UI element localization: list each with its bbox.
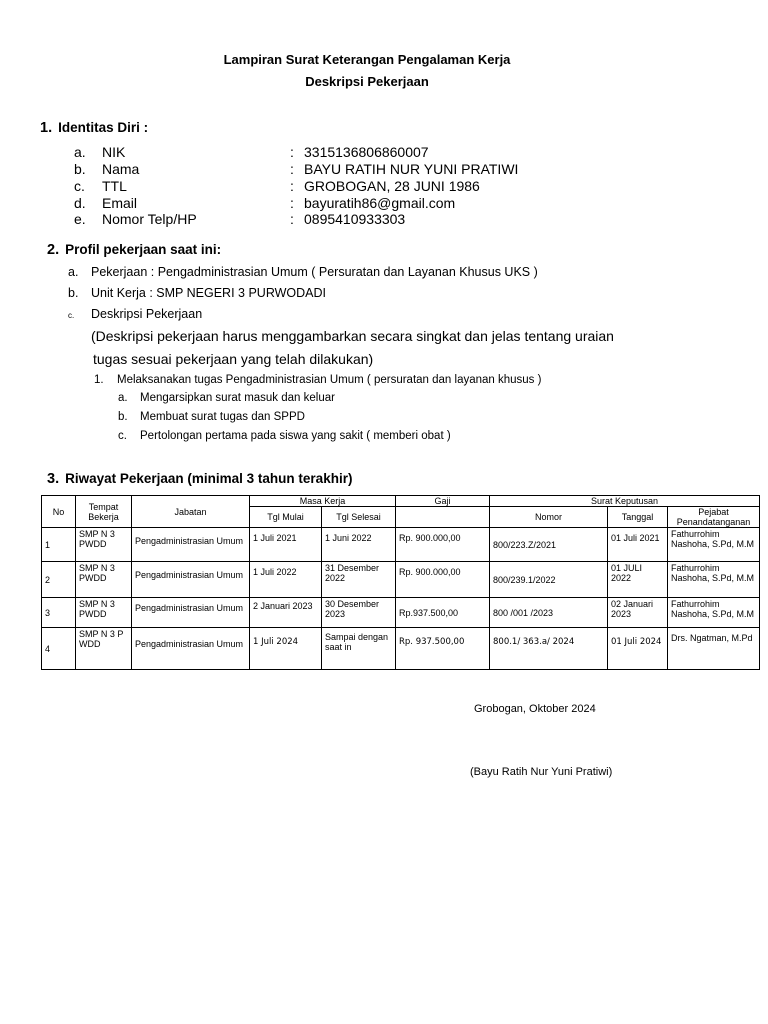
section-1-number: 1. xyxy=(40,120,53,136)
identity-row-nama xyxy=(74,161,634,178)
cell-tanggal: 01 JULI 2022 xyxy=(608,562,668,598)
cell-jabatan: Pengadministrasian Umum xyxy=(132,598,250,628)
profile-item-b-letter: b. xyxy=(68,286,79,300)
cell-jabatan: Pengadministrasian Umum xyxy=(132,528,250,562)
profile-item-a-text: Pekerjaan : Pengadministrasian Umum ( Persuratan dan Layanan Khusus UKS ) xyxy=(91,265,538,279)
identity-colon: : xyxy=(290,144,294,160)
header-gaji: Gaji xyxy=(396,496,490,507)
cell-pejabat: Fathurrohim Nashoha, S.Pd, M.M xyxy=(668,562,760,598)
place-date: Grobogan, Oktober 2024 xyxy=(474,703,596,715)
section-2-title: Profil pekerjaan saat ini: xyxy=(65,242,222,257)
cell-pejabat: Drs. Ngatman, M.Pd xyxy=(668,628,760,670)
identity-colon: : xyxy=(290,211,294,227)
cell-tgl-mulai: 2 Januari 2023 xyxy=(250,598,322,628)
identity-value: GROBOGAN, 28 JUNI 1986 xyxy=(304,178,480,194)
profile-item-c-letter: c. xyxy=(68,311,75,320)
identity-letter: c. xyxy=(74,178,85,194)
cell-jabatan: Pengadministrasian Umum xyxy=(132,628,250,670)
identity-label: NIK xyxy=(102,144,126,160)
cell-tgl-mulai: 1 Juli 2022 xyxy=(250,562,322,598)
cell-nomor: 800.1/ 363.a/ 2024 xyxy=(490,628,608,670)
task-text: Melaksanakan tugas Pengadministrasian Umum ( persuratan dan layanan khusus ) xyxy=(117,374,542,386)
subtask-letter: a. xyxy=(118,392,128,404)
cell-pejabat: Fathurrohim Nashoha, S.Pd, M.M xyxy=(668,598,760,628)
section-2-number: 2. xyxy=(47,242,60,258)
table-row xyxy=(42,628,760,670)
identity-row-nik xyxy=(74,144,634,161)
cell-tempat: SMP N 3 PWDD xyxy=(76,562,132,598)
work-history-table xyxy=(41,495,760,670)
identity-label: TTL xyxy=(102,178,127,194)
header-surat-keputusan: Surat Keputusan xyxy=(490,496,760,507)
section-3-heading xyxy=(47,471,352,487)
section-3-title: Riwayat Pekerjaan (minimal 3 tahun terakhir) xyxy=(65,471,353,486)
header-tempat-bekerja: Tempat Bekerja xyxy=(76,496,132,528)
task-number: 1. xyxy=(94,374,104,386)
section-1-title: Identitas Diri : xyxy=(58,120,149,135)
header-nomor: Nomor xyxy=(490,507,608,528)
identity-colon: : xyxy=(290,161,294,177)
profile-item-c-text: Deskripsi Pekerjaan xyxy=(91,307,203,321)
cell-nomor: 800 /001 /2023 xyxy=(490,598,608,628)
cell-gaji: Rp. 937.500,00 xyxy=(396,628,490,670)
identity-row-phone xyxy=(74,211,634,228)
profile-item-b-text: Unit Kerja : SMP NEGERI 3 PURWODADI xyxy=(91,286,327,300)
cell-no: 4 xyxy=(42,628,76,670)
profile-item-a-letter: a. xyxy=(68,265,79,279)
identity-letter: d. xyxy=(74,195,86,211)
document-title: Lampiran Surat Keterangan Pengalaman Kerja xyxy=(223,52,511,67)
subtask-text: Mengarsipkan surat masuk dan keluar xyxy=(140,392,335,404)
description-note-line2: tugas sesuai pekerjaan yang telah dilakukan) xyxy=(93,351,374,367)
signature-name: (Bayu Ratih Nur Yuni Pratiwi) xyxy=(470,766,613,778)
subtask-text: Membuat surat tugas dan SPPD xyxy=(140,411,305,423)
section-1-heading xyxy=(40,120,148,136)
identity-row-ttl xyxy=(74,178,634,195)
identity-value: bayuratih86@gmail.com xyxy=(304,195,456,211)
cell-no: 2 xyxy=(42,562,76,598)
identity-colon: : xyxy=(290,195,294,211)
header-pejabat: Pejabat Penandatanganan xyxy=(668,507,760,528)
table-row xyxy=(42,598,760,628)
cell-gaji: Rp.937.500,00 xyxy=(396,598,490,628)
header-gaji-sub xyxy=(396,507,490,528)
header-no: No xyxy=(42,496,76,528)
cell-no: 3 xyxy=(42,598,76,628)
cell-tgl-selesai: 1 Juni 2022 xyxy=(322,528,396,562)
identity-label: Email xyxy=(102,195,138,211)
cell-tgl-selesai: 30 Desember 2023 xyxy=(322,598,396,628)
header-jabatan: Jabatan xyxy=(132,496,250,528)
cell-nomor: 800/223.Z/2021 xyxy=(490,528,608,562)
cell-tgl-selesai: Sampai dengan saat in xyxy=(322,628,396,670)
cell-gaji: Rp. 900.000,00 xyxy=(396,528,490,562)
cell-nomor: 800/239.1/2022 xyxy=(490,562,608,598)
header-tgl-selesai: Tgl Selesai xyxy=(322,507,396,528)
identity-letter: e. xyxy=(74,211,86,227)
section-3-number: 3. xyxy=(47,471,60,487)
header-masa-kerja: Masa Kerja xyxy=(250,496,396,507)
identity-colon: : xyxy=(290,178,294,194)
subtask-letter: b. xyxy=(118,411,128,423)
cell-tgl-mulai: 1 Juli 2021 xyxy=(250,528,322,562)
cell-jabatan: Pengadministrasian Umum xyxy=(132,562,250,598)
header-tgl-mulai: Tgl Mulai xyxy=(250,507,322,528)
identity-letter: a. xyxy=(74,144,86,160)
subtask-letter: c. xyxy=(118,430,127,442)
cell-gaji: Rp. 900.000,00 xyxy=(396,562,490,598)
document-subtitle: Deskripsi Pekerjaan xyxy=(305,74,429,89)
table-row xyxy=(42,562,760,598)
identity-value: 3315136806860007 xyxy=(304,144,429,160)
cell-tempat: SMP N 3 PWDD xyxy=(76,598,132,628)
cell-no: 1 xyxy=(42,528,76,562)
identity-letter: b. xyxy=(74,161,86,177)
identity-value: BAYU RATIH NUR YUNI PRATIWI xyxy=(304,161,519,177)
identity-value: 0895410933303 xyxy=(304,211,406,227)
cell-tanggal: 01 Juli 2024 xyxy=(608,628,668,670)
cell-tanggal: 01 Juli 2021 xyxy=(608,528,668,562)
subtask-text: Pertolongan pertama pada siswa yang sakit ( memberi obat ) xyxy=(140,430,451,442)
cell-tgl-mulai: 1 Juli 2024 xyxy=(250,628,322,670)
identity-row-email xyxy=(74,195,634,212)
cell-tanggal: 02 Januari 2023 xyxy=(608,598,668,628)
table-row xyxy=(42,528,760,562)
cell-tempat: SMP N 3 PWDD xyxy=(76,528,132,562)
section-2-heading xyxy=(47,242,221,258)
identity-label: Nama xyxy=(102,161,140,177)
description-note-line1: (Deskripsi pekerjaan harus menggambarkan secara singkat dan jelas tentang uraian xyxy=(91,328,614,344)
cell-tempat: SMP N 3 PWDD xyxy=(76,628,132,670)
cell-tgl-selesai: 31 Desember 2022 xyxy=(322,562,396,598)
cell-pejabat: Fathurrohim Nashoha, S.Pd, M.M xyxy=(668,528,760,562)
header-tanggal: Tanggal xyxy=(608,507,668,528)
identity-label: Nomor Telp/HP xyxy=(102,211,197,227)
